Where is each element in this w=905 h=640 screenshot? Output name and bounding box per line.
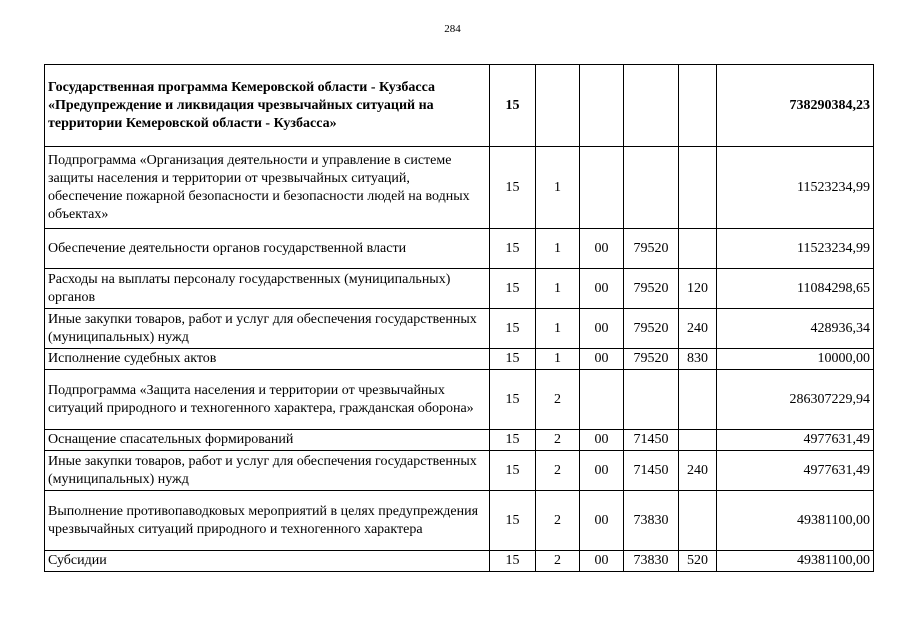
- row-name: Оснащение спасательных формирований: [45, 430, 490, 451]
- table-row: [45, 309, 874, 349]
- row-name: Исполнение судебных актов: [45, 349, 490, 370]
- cell-code-1: 15: [490, 370, 536, 430]
- cell-sum: 10000,00: [717, 349, 874, 370]
- cell-code-3: 00: [580, 451, 624, 491]
- cell-code-1: 15: [490, 430, 536, 451]
- cell-code-4: 71450: [624, 451, 679, 491]
- row-name: Субсидии: [45, 551, 490, 572]
- cell-code-2: 1: [536, 349, 580, 370]
- cell-sum: 11523234,99: [717, 147, 874, 229]
- cell-code-3: [580, 147, 624, 229]
- cell-code-5: 240: [679, 451, 717, 491]
- page-number: 284: [444, 23, 461, 35]
- cell-code-3: 00: [580, 309, 624, 349]
- cell-code-5: 120: [679, 269, 717, 309]
- cell-code-5: [679, 491, 717, 551]
- cell-code-1: 15: [490, 349, 536, 370]
- cell-code-5: 240: [679, 309, 717, 349]
- cell-code-4: 79520: [624, 349, 679, 370]
- cell-code-5: [679, 430, 717, 451]
- cell-code-3: [580, 370, 624, 430]
- cell-sum: 738290384,23: [717, 65, 874, 147]
- cell-sum: 4977631,49: [717, 451, 874, 491]
- cell-code-2: 1: [536, 229, 580, 269]
- row-name: Обеспечение деятельности органов государственной власти: [45, 229, 490, 269]
- cell-code-1: 15: [490, 309, 536, 349]
- cell-code-2: 2: [536, 451, 580, 491]
- cell-code-5: 520: [679, 551, 717, 572]
- cell-code-4: 73830: [624, 491, 679, 551]
- cell-code-4: 73830: [624, 551, 679, 572]
- row-name: Иные закупки товаров, работ и услуг для обеспечения государственных (муниципальных) нужд: [45, 309, 490, 349]
- cell-sum: 286307229,94: [717, 370, 874, 430]
- cell-code-2: 1: [536, 309, 580, 349]
- cell-code-5: [679, 370, 717, 430]
- cell-code-5: 830: [679, 349, 717, 370]
- cell-code-1: 15: [490, 451, 536, 491]
- table-row: [45, 147, 874, 229]
- cell-code-5: [679, 65, 717, 147]
- cell-code-4: 71450: [624, 430, 679, 451]
- cell-sum: 4977631,49: [717, 430, 874, 451]
- cell-code-2: 1: [536, 147, 580, 229]
- table-row: [45, 370, 874, 430]
- cell-code-2: 1: [536, 269, 580, 309]
- cell-code-4: [624, 65, 679, 147]
- table-row: [45, 229, 874, 269]
- cell-sum: 428936,34: [717, 309, 874, 349]
- row-name: Выполнение противопаводковых мероприятий в целях предупреждения чрезвычайных ситуаций природного и техногенного характера: [45, 491, 490, 551]
- row-name: Расходы на выплаты персоналу государственных (муниципальных) органов: [45, 269, 490, 309]
- table-row: [45, 551, 874, 572]
- cell-code-2: 2: [536, 370, 580, 430]
- cell-code-3: 00: [580, 349, 624, 370]
- row-name: Подпрограмма «Защита населения и территории от чрезвычайных ситуаций природного и техногенного характера, гражданская оборона»: [45, 370, 490, 430]
- table-row: [45, 430, 874, 451]
- cell-code-2: [536, 65, 580, 147]
- cell-code-2: 2: [536, 551, 580, 572]
- table-row: [45, 451, 874, 491]
- row-name: Иные закупки товаров, работ и услуг для обеспечения государственных (муниципальных) нужд: [45, 451, 490, 491]
- cell-code-2: 2: [536, 491, 580, 551]
- cell-code-5: [679, 147, 717, 229]
- cell-code-3: 00: [580, 269, 624, 309]
- cell-code-3: 00: [580, 491, 624, 551]
- cell-code-2: 2: [536, 430, 580, 451]
- cell-code-3: 00: [580, 551, 624, 572]
- budget-table: [44, 64, 874, 572]
- table-row-program: [45, 65, 874, 147]
- cell-code-1: 15: [490, 229, 536, 269]
- cell-sum: 49381100,00: [717, 551, 874, 572]
- cell-code-3: [580, 65, 624, 147]
- cell-code-5: [679, 229, 717, 269]
- cell-code-4: [624, 147, 679, 229]
- table-row: [45, 349, 874, 370]
- cell-code-3: 00: [580, 229, 624, 269]
- cell-code-4: 79520: [624, 269, 679, 309]
- row-name: Государственная программа Кемеровской области - Кузбасса «Предупреждение и ликвидация чрезвычайных ситуаций на территории Кемеровской области - Кузбасса»: [45, 65, 490, 147]
- table-row: [45, 269, 874, 309]
- cell-code-3: 00: [580, 430, 624, 451]
- cell-code-1: 15: [490, 491, 536, 551]
- cell-code-1: 15: [490, 551, 536, 572]
- cell-sum: 11523234,99: [717, 229, 874, 269]
- cell-sum: 49381100,00: [717, 491, 874, 551]
- cell-code-1: 15: [490, 269, 536, 309]
- row-name: Подпрограмма «Организация деятельности и управление в системе защиты населения и территории от чрезвычайных ситуаций, обеспечение пожарной безопасности и безопасности людей на водных объектах»: [45, 147, 490, 229]
- cell-code-1: 15: [490, 65, 536, 147]
- cell-code-4: 79520: [624, 309, 679, 349]
- cell-code-4: [624, 370, 679, 430]
- table-row: [45, 491, 874, 551]
- cell-code-1: 15: [490, 147, 536, 229]
- cell-code-4: 79520: [624, 229, 679, 269]
- cell-sum: 11084298,65: [717, 269, 874, 309]
